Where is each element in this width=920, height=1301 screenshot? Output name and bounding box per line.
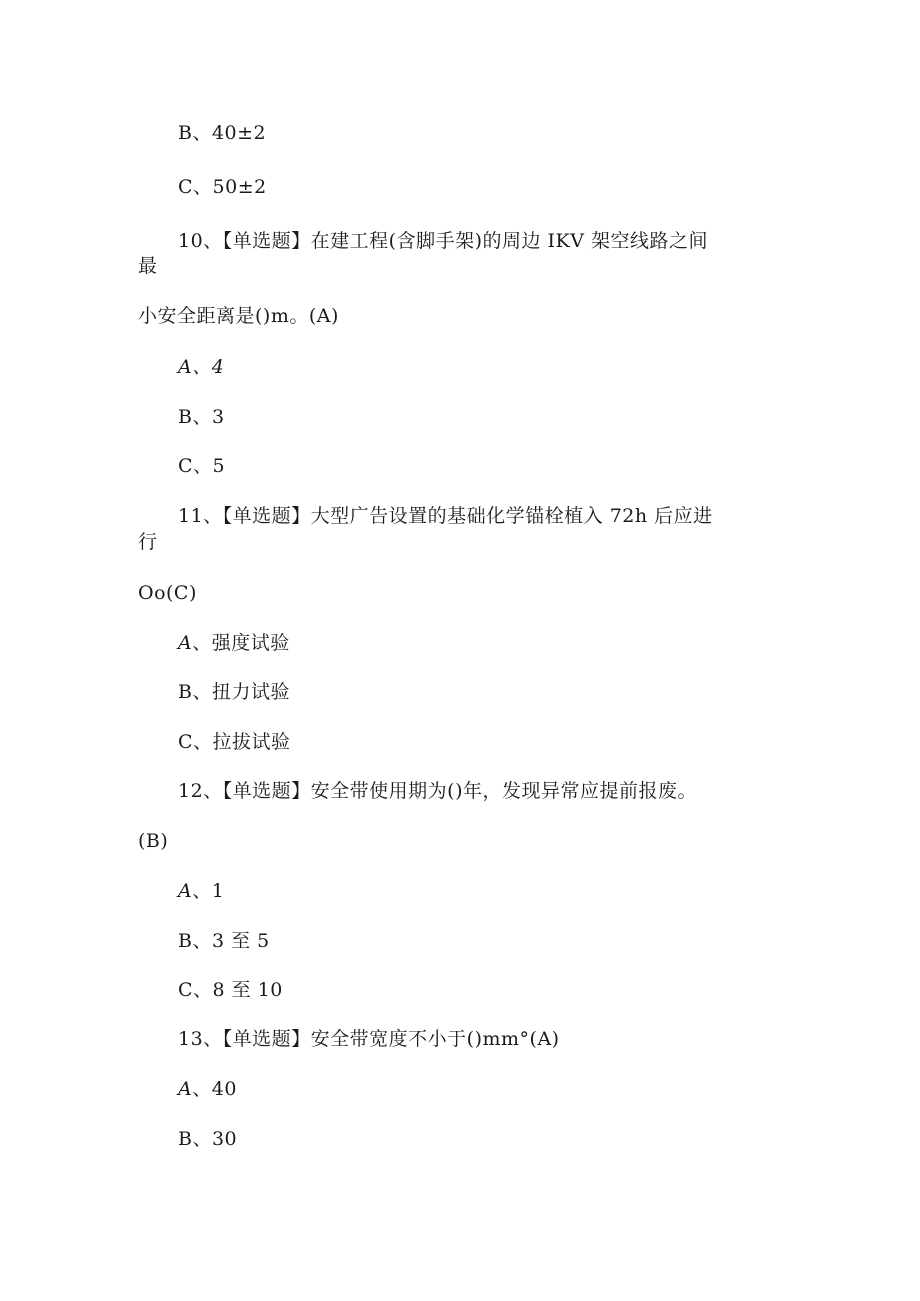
q10-question-cont: 小安全距离是()m。(A)	[138, 305, 339, 327]
q11-question-wrap: 行	[138, 531, 158, 553]
q13-option-b: B、30	[178, 1128, 238, 1150]
option-letter: A	[178, 632, 193, 654]
option-text: 、1	[192, 880, 225, 902]
q13-question: 13、【单选题】安全带宽度不小于()mm°(A)	[178, 1028, 560, 1050]
option-text: 、4	[192, 356, 225, 378]
q9-option-b: B、40±2	[178, 122, 267, 144]
option-letter: A	[178, 356, 193, 378]
q11-option-c: C、拉拔试验	[178, 731, 291, 753]
q12-option-a	[178, 879, 224, 903]
q10-question: 10、【单选题】在建工程(含脚手架)的周边 IKV 架空线路之间	[178, 230, 709, 252]
q10-question-wrap: 最	[138, 255, 158, 277]
q10-option-b: B、3	[178, 406, 225, 428]
q11-question: 11、【单选题】大型广告设置的基础化学锚栓植入 72h 后应进	[178, 505, 713, 527]
option-text: 、强度试验	[192, 632, 290, 654]
q13-option-a	[178, 1077, 237, 1101]
q9-option-c: C、50±2	[178, 176, 267, 198]
q12-question-cont: (B)	[138, 830, 169, 852]
q11-question-cont: Oo(C)	[138, 582, 197, 604]
option-text: 、40	[192, 1078, 237, 1100]
q11-option-b: B、扭力试验	[178, 681, 290, 703]
q10-option-a	[178, 355, 224, 379]
q11-option-a	[178, 631, 290, 655]
option-letter: A	[178, 880, 193, 902]
q10-option-c: C、5	[178, 455, 226, 477]
q12-option-c: C、8 至 10	[178, 979, 283, 1001]
q12-question: 12、【单选题】安全带使用期为()年，发现异常应提前报废。	[178, 780, 698, 802]
q12-option-b: B、3 至 5	[178, 930, 270, 952]
option-letter: A	[178, 1078, 193, 1100]
